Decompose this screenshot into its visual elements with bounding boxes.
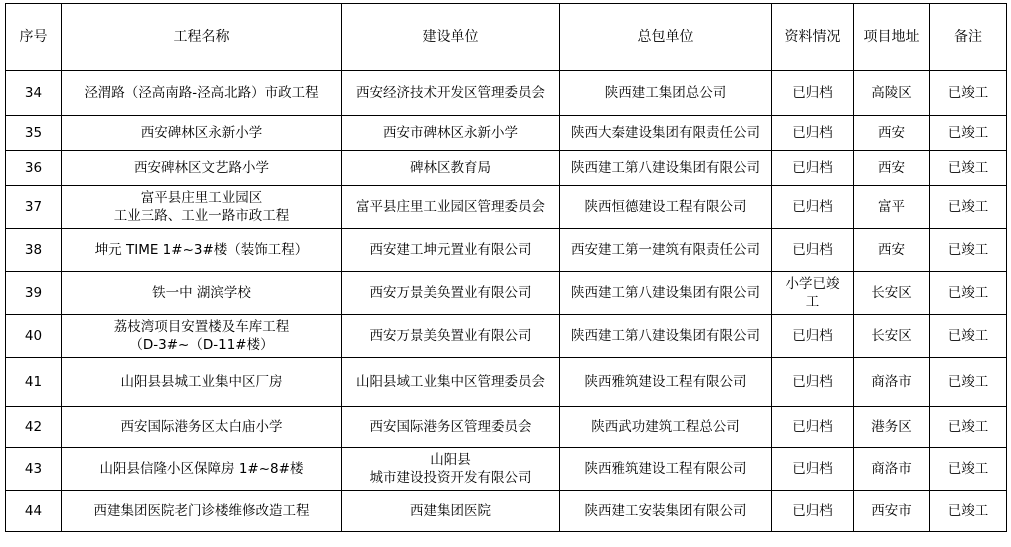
cell-project-name (62, 407, 342, 448)
cell-no: 44 (6, 491, 62, 532)
cell-builder-line: 西安市碑林区永新小学 (383, 125, 518, 141)
cell-project-name (62, 448, 342, 491)
header-address: 项目地址 (854, 4, 930, 71)
cell-address: 长安区 (854, 315, 930, 358)
cell-builder (342, 315, 560, 358)
cell-docs-status (772, 407, 854, 448)
cell-builder-line: 西建集团医院 (410, 503, 491, 519)
table-row (6, 186, 1007, 229)
cell-contractor: 陕西恒德建设工程有限公司 (560, 186, 772, 229)
cell-docs-status (772, 71, 854, 116)
cell-project-name-line: 山阳县县城工业集中区厂房 (120, 374, 283, 390)
cell-docs-status-line: 已归档 (792, 125, 833, 141)
table-row (6, 272, 1007, 315)
cell-no: 34 (6, 71, 62, 116)
cell-project-name-line: 荔枝湾项目安置楼及车库工程 (113, 319, 290, 335)
cell-address: 西安市 (854, 491, 930, 532)
cell-docs-status-line: 已归档 (792, 160, 833, 176)
cell-contractor: 陕西建工集团总公司 (560, 71, 772, 116)
cell-address: 商洛市 (854, 448, 930, 491)
cell-project-name-line: 西建集团医院老门诊楼维修改造工程 (93, 503, 310, 519)
cell-builder (342, 151, 560, 186)
table-row (6, 358, 1007, 407)
table-row (6, 229, 1007, 272)
cell-docs-status-line: 已归档 (792, 503, 833, 519)
project-table (5, 3, 1007, 532)
cell-docs-status (772, 151, 854, 186)
cell-address: 西安 (854, 151, 930, 186)
cell-address: 西安 (854, 229, 930, 272)
cell-address: 港务区 (854, 407, 930, 448)
cell-docs-status-line: 已归档 (792, 85, 833, 101)
cell-project-name (62, 315, 342, 358)
table-row (6, 407, 1007, 448)
cell-contractor: 陕西建工安装集团有限公司 (560, 491, 772, 532)
cell-project-name-line: 西安碑林区文艺路小学 (134, 160, 269, 176)
cell-builder (342, 407, 560, 448)
cell-docs-status (772, 229, 854, 272)
cell-no: 35 (6, 116, 62, 151)
cell-project-name-line: （D-3#~（D-11#楼） (129, 337, 274, 353)
cell-builder-line: 西安建工坤元置业有限公司 (369, 242, 532, 258)
cell-builder (342, 186, 560, 229)
cell-builder (342, 71, 560, 116)
header-project-name: 工程名称 (62, 4, 342, 71)
cell-contractor: 陕西建工第八建设集团有限公司 (560, 315, 772, 358)
cell-address: 西安 (854, 116, 930, 151)
cell-docs-status-line: 工 (805, 294, 820, 310)
cell-builder (342, 358, 560, 407)
cell-builder-line: 富平县庄里工业园区管理委员会 (356, 199, 545, 215)
cell-project-name (62, 116, 342, 151)
table-row (6, 116, 1007, 151)
cell-contractor: 陕西建工第八建设集团有限公司 (560, 151, 772, 186)
cell-project-name (62, 71, 342, 116)
cell-builder-line: 碑林区教育局 (410, 160, 491, 176)
cell-project-name-line: 山阳县信隆小区保障房 1#~8#楼 (99, 461, 304, 477)
cell-builder (342, 272, 560, 315)
cell-contractor: 陕西建工第八建设集团有限公司 (560, 272, 772, 315)
cell-docs-status (772, 315, 854, 358)
cell-docs-status-line: 已归档 (792, 199, 833, 215)
header-remark: 备注 (930, 4, 1007, 71)
cell-builder-line: 城市建设投资开发有限公司 (369, 470, 532, 486)
cell-project-name-line: 坤元 TIME 1#~3#楼（装饰工程） (94, 242, 309, 258)
cell-address: 富平 (854, 186, 930, 229)
table-row (6, 151, 1007, 186)
table-row (6, 315, 1007, 358)
cell-builder (342, 229, 560, 272)
cell-builder-line: 山阳县 (430, 452, 471, 468)
cell-project-name-line: 铁一中 湖滨学校 (152, 285, 251, 301)
cell-builder (342, 491, 560, 532)
table-row (6, 71, 1007, 116)
cell-contractor: 陕西武功建筑工程总公司 (560, 407, 772, 448)
cell-project-name-line: 工业三路、工业一路市政工程 (113, 208, 290, 224)
cell-contractor: 西安建工第一建筑有限责任公司 (560, 229, 772, 272)
cell-docs-status-line: 已归档 (792, 461, 833, 477)
cell-docs-status (772, 116, 854, 151)
cell-no: 38 (6, 229, 62, 272)
cell-contractor: 陕西雅筑建设工程有限公司 (560, 448, 772, 491)
cell-project-name-line: 西安国际港务区太白庙小学 (120, 419, 283, 435)
header-no: 序号 (6, 4, 62, 71)
cell-docs-status (772, 491, 854, 532)
header-row (6, 4, 1007, 71)
table-row (6, 448, 1007, 491)
cell-no: 39 (6, 272, 62, 315)
cell-builder-line: 西安国际港务区管理委员会 (369, 419, 532, 435)
cell-builder-line: 山阳县域工业集中区管理委员会 (356, 374, 545, 390)
cell-remark: 已竣工 (930, 491, 1007, 532)
cell-docs-status-line: 已归档 (792, 328, 833, 344)
cell-project-name-line: 泾渭路（泾高南路-泾高北路）市政工程 (84, 85, 319, 101)
table-row (6, 491, 1007, 532)
header-docs-status: 资料情况 (772, 4, 854, 71)
cell-remark: 已竣工 (930, 448, 1007, 491)
cell-project-name (62, 151, 342, 186)
cell-remark: 已竣工 (930, 71, 1007, 116)
cell-no: 40 (6, 315, 62, 358)
cell-docs-status-line: 已归档 (792, 242, 833, 258)
cell-remark: 已竣工 (930, 407, 1007, 448)
cell-project-name-line: 西安碑林区永新小学 (140, 125, 263, 141)
cell-remark: 已竣工 (930, 229, 1007, 272)
cell-no: 42 (6, 407, 62, 448)
cell-project-name (62, 358, 342, 407)
cell-project-name-line: 富平县庄里工业园区 (140, 190, 263, 206)
cell-remark: 已竣工 (930, 315, 1007, 358)
cell-no: 37 (6, 186, 62, 229)
cell-contractor: 陕西大秦建设集团有限责任公司 (560, 116, 772, 151)
cell-project-name (62, 186, 342, 229)
cell-remark: 已竣工 (930, 272, 1007, 315)
header-contractor: 总包单位 (560, 4, 772, 71)
header-builder: 建设单位 (342, 4, 560, 71)
cell-project-name (62, 491, 342, 532)
cell-builder (342, 448, 560, 491)
cell-docs-status-line: 已归档 (792, 419, 833, 435)
cell-address: 长安区 (854, 272, 930, 315)
cell-docs-status (772, 358, 854, 407)
cell-docs-status-line: 已归档 (792, 374, 833, 390)
cell-docs-status-line: 小学已竣 (785, 276, 840, 292)
cell-no: 43 (6, 448, 62, 491)
cell-docs-status (772, 448, 854, 491)
cell-remark: 已竣工 (930, 186, 1007, 229)
cell-remark: 已竣工 (930, 116, 1007, 151)
cell-docs-status (772, 272, 854, 315)
cell-project-name (62, 272, 342, 315)
cell-no: 36 (6, 151, 62, 186)
cell-builder-line: 西安万景美奂置业有限公司 (369, 328, 532, 344)
cell-no: 41 (6, 358, 62, 407)
cell-contractor: 陕西雅筑建设工程有限公司 (560, 358, 772, 407)
cell-remark: 已竣工 (930, 358, 1007, 407)
cell-remark: 已竣工 (930, 151, 1007, 186)
cell-address: 商洛市 (854, 358, 930, 407)
cell-builder-line: 西安万景美奂置业有限公司 (369, 285, 532, 301)
cell-builder (342, 116, 560, 151)
cell-project-name (62, 229, 342, 272)
cell-docs-status (772, 186, 854, 229)
cell-address: 高陵区 (854, 71, 930, 116)
cell-builder-line: 西安经济技术开发区管理委员会 (356, 85, 545, 101)
